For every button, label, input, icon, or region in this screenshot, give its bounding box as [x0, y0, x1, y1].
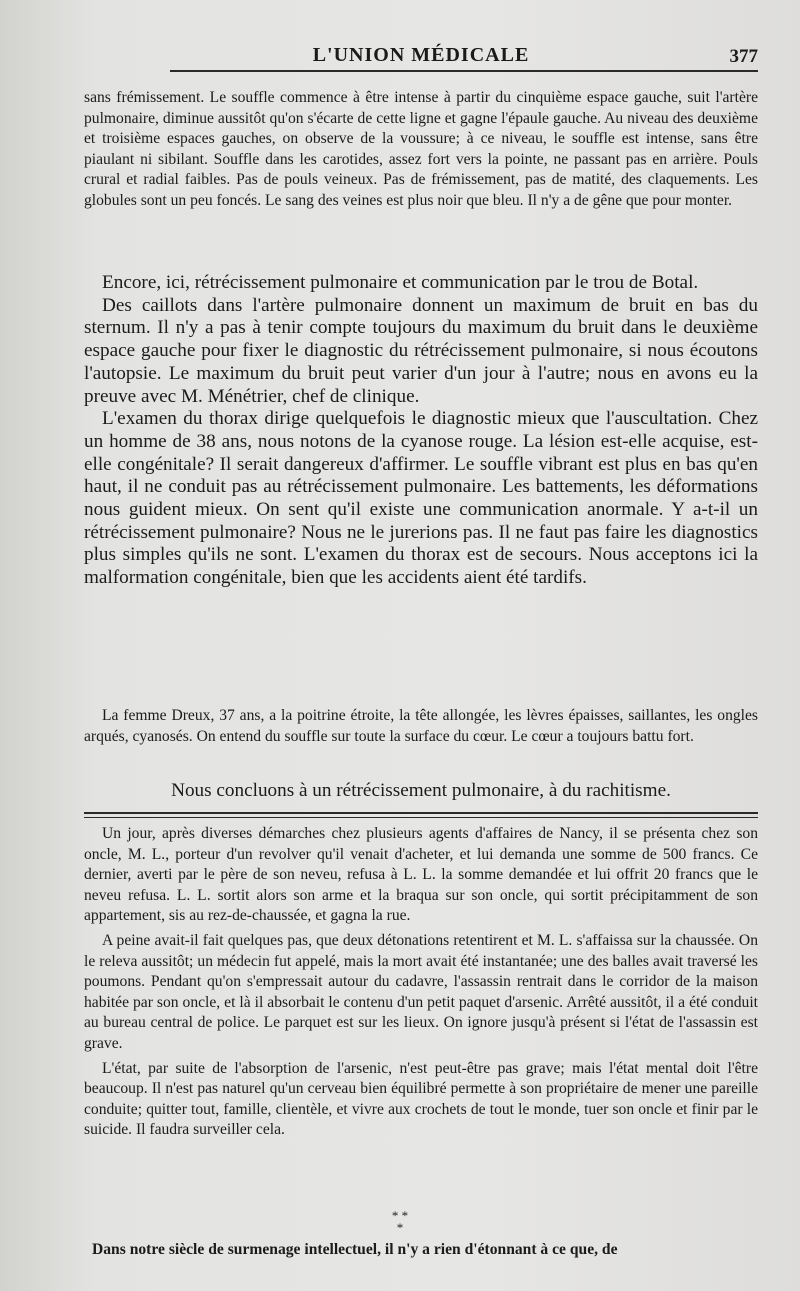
journal-title: L'UNION MÉDICALE [312, 44, 530, 66]
running-header [84, 44, 758, 72]
asterism-separator: * * * [391, 1208, 409, 1235]
article-paragraph-2: A peine avait-il fait quelques pas, que deux détonations retentirent et M. L. s'affaissa sur la chaussée. On le releva aussitôt; un médecin fut appelé, mais la mort avait été instantanée; une des balles avait traversé les poumons. Pendant qu'on s'empressait autour du cadavre, l'assassin rentrait dans le corridor de la maison habitée par son oncle, et là il absorbait le contenu d'un petit paquet d'arsenic. Arrêté aussitôt, il a été conduit au bureau central de police. Le parquet est sur les lieux. On ignore jusqu'à présent si l'état de l'assassin est grave. [84, 931, 758, 1052]
commentary-block [84, 272, 758, 590]
conclusion-line: Nous concluons à un rétrécissement pulmonaire, à du rachitisme. [171, 780, 671, 801]
article-paragraph-3: L'état, par suite de l'absorption de l'arsenic, n'est peut-être pas grave; mais l'état mental doit l'être beaucoup. Il n'est pas naturel qu'un cerveau bien équilibré permette à son propriétaire de mener une pareille conduite; quitter tout, famille, clientèle, et vivre aux crochets de tout le monde, tuer son oncle et finir par le suicide. Il faudra surveiller cela. [84, 1059, 758, 1139]
next-section-first-line: Dans notre siècle de surmenage intellectuel, il n'y a rien d'étonnant à ce que, de [92, 1241, 618, 1258]
commentary-paragraph-3: L'examen du thorax dirige quelquefois le diagnostic mieux que l'auscultation. Chez un homme de 38 ans, nous notons de la cyanose rouge. La lésion est-elle acquise, est-elle congénitale? Il serait dangereux d'affirmer. Le souffle vibrant est plus en bas qu'en haut, il ne conduit pas au rétrécissement pulmonaire. Les battements, les déformations nous guident mieux. On sent qu'il existe une communication anormale. Y a-t-il un rétrécissement pulmonaire? Nous ne le jurerions pas. Il ne faut pas faire les diagnostics plus simples qu'ils ne sont. L'examen du thorax est de secours. Nous acceptons ici la malformation congénitale, bien que les accidents aient été tardifs. [84, 408, 758, 589]
commentary-paragraph-2: Des caillots dans l'artère pulmonaire donnent un maximum de bruit en bas du sternum. Il n'y a pas à tenir compte toujours du maximum du bruit dans le deuxième espace gauche pour fixer le diagnostic du rétrécissement pulmonaire, si nous écoutons l'autopsie. Le maximum du bruit peut varier d'un jour à l'autre; nous en avons eu la preuve avec M. Ménétrier, chef de clinique. [84, 294, 758, 407]
case-description-block [84, 88, 758, 212]
case-dreux-block [84, 706, 758, 747]
case-dreux-paragraph: La femme Dreux, 37 ans, a la poitrine étroite, la tête allongée, les lèvres épaisses, saillantes, les ongles arqués, cyanosés. On entend du souffle sur toute la surface du cœur. Le cœur a toujours battu fort. [84, 707, 758, 745]
section-rule-thin [84, 817, 758, 818]
case-description-paragraph: sans frémissement. Le souffle commence à être intense à partir du cinquième espace gauche, suit l'artère pulmonaire, diminue aussitôt qu'on s'écarte de cette ligne et gagne l'épaule gauche. Au niveau des deuxième et troisième espaces gauches, on observe de la voussure; à ce niveau, le souffle est intense, sans être piaulant ni sibilant. Souffle dans les carotides, assez fort vers la pointe, ne passant pas en arrière. Pouls crural et radial faibles. Pas de pouls veineux. Pas de frémissement, pas de matité, des claquements. Les globules sont un peu foncés. Le sang des veines est plus noir que bleu. Il n'y a de gêne que pour monter. [84, 89, 758, 209]
section-rule-thick [84, 812, 758, 814]
news-article-block [84, 824, 758, 1145]
commentary-paragraph-1: Encore, ici, rétrécissement pulmonaire et communication par le trou de Botal. [102, 272, 699, 293]
article-paragraph-1: Un jour, après diverses démarches chez plusieurs agents d'affaires de Nancy, il se présenta chez son oncle, M. L., porteur d'un revolver qu'il venait d'acheter, et lui demanda une somme de 500 francs. Ce dernier, averti par le père de son neveu, refusa à L. L. la somme demandée et lui offrit 20 francs que le neveu refusa. L. L. sortit alors son arme et la braqua sur son oncle, qui sortit précipitamment de son appartement, sis au rez-de-chaussée, et gagna la rue. [84, 825, 758, 925]
header-rule [170, 70, 758, 72]
page-number: 377 [729, 46, 758, 67]
